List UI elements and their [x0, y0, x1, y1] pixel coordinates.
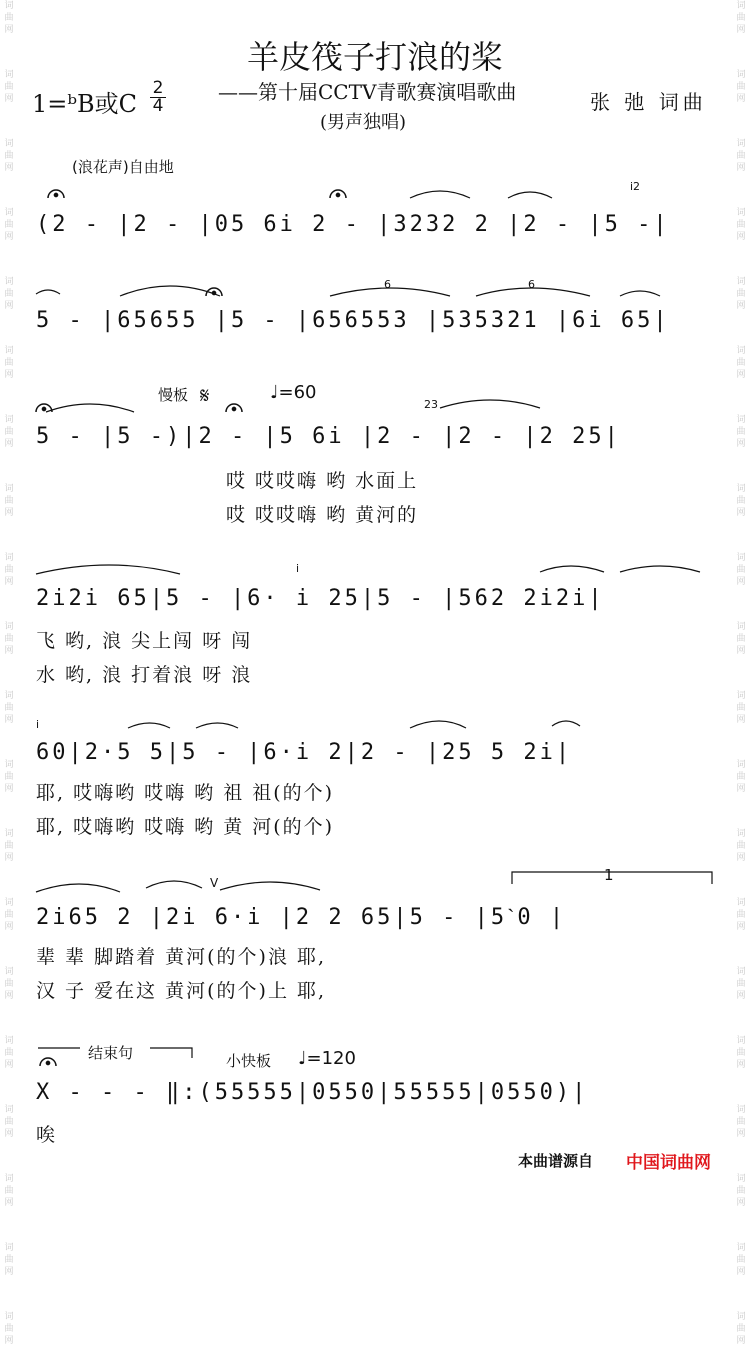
watermark-text: 词 曲 网	[736, 1105, 746, 1139]
grace-3: i	[296, 562, 300, 575]
tempo-60: ♩=60	[270, 382, 317, 403]
stave-3: 5 - |5 -)|2 - |5 6i |2 - |2 - |2 25|	[36, 424, 621, 449]
slur	[476, 288, 590, 296]
watermark-text: 词 曲 网	[736, 346, 746, 380]
stave-6-lyrics-2: 汉 子 爱在这 黄河(的个)上 耶,	[36, 980, 327, 1002]
stave-3-lyrics-2: 哎 哎哎嗨 哟 黄河的	[226, 504, 419, 526]
footer-source: 本曲谱源自	[518, 1152, 594, 1170]
stave-5-lyrics-1: 耶, 哎嗨哟 哎嗨 哟 祖 祖(的个)	[36, 782, 335, 804]
watermark-text: 词 曲 网	[4, 1036, 14, 1070]
watermark-text: 词 曲 网	[4, 622, 14, 656]
tempo-120: ♩=120	[298, 1048, 356, 1069]
slur	[440, 400, 540, 408]
watermark-text: 词 曲 网	[736, 760, 746, 794]
watermark-text: 词 曲 网	[736, 1243, 746, 1277]
tuplet-6b: 6	[528, 278, 535, 291]
watermark-text: 词 曲 网	[4, 829, 14, 863]
stave-6-lyrics-1: 辈 辈 脚踏着 黄河(的个)浪 耶,	[36, 946, 327, 968]
watermark-text: 词 曲 网	[4, 346, 14, 380]
stave-7-lyrics-1: 唉	[36, 1124, 58, 1146]
slur	[508, 192, 552, 198]
stave-2: 5 - |65655 |5 - |656553 |535321 |6i 65|	[36, 308, 670, 333]
slur	[540, 566, 604, 572]
watermark-text: 词 曲 网	[4, 1105, 14, 1139]
stave-4-lyrics-1: 飞 哟, 浪 尖上闯 呀 闯	[36, 630, 253, 652]
watermark-text: 词 曲 网	[736, 691, 746, 725]
intro-note: (浪花声)自由地	[72, 158, 174, 176]
slur	[36, 884, 120, 892]
watermark-text: 词 曲 网	[736, 484, 746, 518]
coda-line	[38, 1048, 192, 1058]
slur	[36, 565, 180, 574]
watermark-text: 词 曲 网	[4, 760, 14, 794]
slur	[330, 288, 450, 296]
key-signature: 1=ᵇB或C	[32, 90, 137, 118]
tempo-slow: 慢板	[158, 386, 189, 404]
stave-7: X - - - ‖:(55555|0550|55555|0550)|	[36, 1080, 589, 1105]
watermark-text: 词 曲 网	[4, 139, 14, 173]
stave-1: (2 - |2 - |05 6i 2 - |3232 2 |2 - |5 -|	[36, 212, 670, 237]
watermark-text: 词 曲 网	[4, 277, 14, 311]
stave-3-lyrics-1: 哎 哎哎嗨 哟 水面上	[226, 470, 419, 492]
footer-site-link[interactable]: 中国词曲网	[626, 1153, 711, 1173]
watermark-text: 词 曲 网	[736, 139, 746, 173]
stave-5-lyrics-2: 耶, 哎嗨哟 哎嗨 哟 黄 河(的个)	[36, 816, 335, 838]
watermark-text: 词 曲 网	[4, 967, 14, 1001]
watermark-text: 词 曲 网	[736, 898, 746, 932]
stave-4: 2i2i 65|5 - |6· i 25|5 - |562 2i2i|	[36, 586, 605, 611]
watermark-text: 词 曲 网	[736, 1036, 746, 1070]
watermark-text: 词 曲 网	[736, 415, 746, 449]
slur	[410, 721, 466, 728]
watermark-text: 词 曲 网	[736, 1, 746, 35]
watermark-text: 词 曲 网	[4, 553, 14, 587]
volta-bracket	[512, 872, 712, 884]
slur	[128, 723, 170, 728]
watermark-text: 词 曲 网	[4, 1312, 14, 1346]
voice-type: (男声独唱)	[320, 112, 407, 133]
watermark-text: 词 曲 网	[736, 967, 746, 1001]
tuplet-6a: 6	[384, 278, 391, 291]
slur	[620, 291, 660, 296]
tempo-fast: 小快板	[226, 1052, 272, 1070]
watermark-text: 词 曲 网	[4, 898, 14, 932]
slur	[220, 882, 320, 890]
slur	[410, 191, 470, 198]
watermark-text: 词 曲 网	[736, 208, 746, 242]
coda-label: 结束句	[88, 1044, 134, 1062]
slur	[620, 566, 700, 572]
watermark-text: 词 曲 网	[736, 1174, 746, 1208]
watermark-text: 词 曲 网	[736, 829, 746, 863]
time-sig-bottom: 4	[150, 97, 166, 115]
slur	[46, 404, 134, 412]
slur	[552, 721, 580, 726]
watermark-text: 词 曲 网	[4, 208, 14, 242]
volta-1: 1	[604, 866, 614, 884]
watermark-text: 词 曲 网	[4, 1243, 14, 1277]
watermark-text: 词 曲 网	[4, 484, 14, 518]
slur	[146, 881, 202, 888]
stave-5: 60|2·5 5|5 - |6·i 2|2 - |25 5 2i|	[36, 740, 573, 765]
breath-mark: V	[210, 876, 219, 890]
watermark-text: 词 曲 网	[4, 691, 14, 725]
slur	[36, 290, 60, 294]
grace-4: i	[36, 718, 40, 731]
watermark-text: 词 曲 网	[4, 1174, 14, 1208]
watermark-text: 词 曲 网	[736, 1312, 746, 1346]
song-title: 羊皮筏子打浪的桨	[246, 38, 503, 76]
grace-1: i2	[630, 180, 641, 193]
slur	[120, 286, 220, 296]
watermark-text: 词 曲 网	[736, 553, 746, 587]
stave-6: 2i65 2 |2i 6·i |2 2 65|5 - |5ˋ0 |	[36, 905, 567, 930]
author: 张 弛 词曲	[590, 90, 707, 114]
watermark-text: 词 曲 网	[4, 1, 14, 35]
grace-2: 23	[424, 398, 438, 411]
time-sig-top: 2	[152, 78, 164, 98]
watermark-text: 词 曲 网	[4, 70, 14, 104]
watermark-text: 词 曲 网	[736, 70, 746, 104]
watermark-text: 词 曲 网	[736, 622, 746, 656]
watermark-text: 词 曲 网	[736, 277, 746, 311]
segno-icon: 𝄋	[200, 384, 210, 409]
song-subtitle: ——第十届CCTV青歌赛演唱歌曲	[218, 80, 517, 104]
watermark-text: 词 曲 网	[4, 415, 14, 449]
slur	[196, 723, 238, 728]
stave-4-lyrics-2: 水 哟, 浪 打着浪 呀 浪	[36, 664, 253, 686]
